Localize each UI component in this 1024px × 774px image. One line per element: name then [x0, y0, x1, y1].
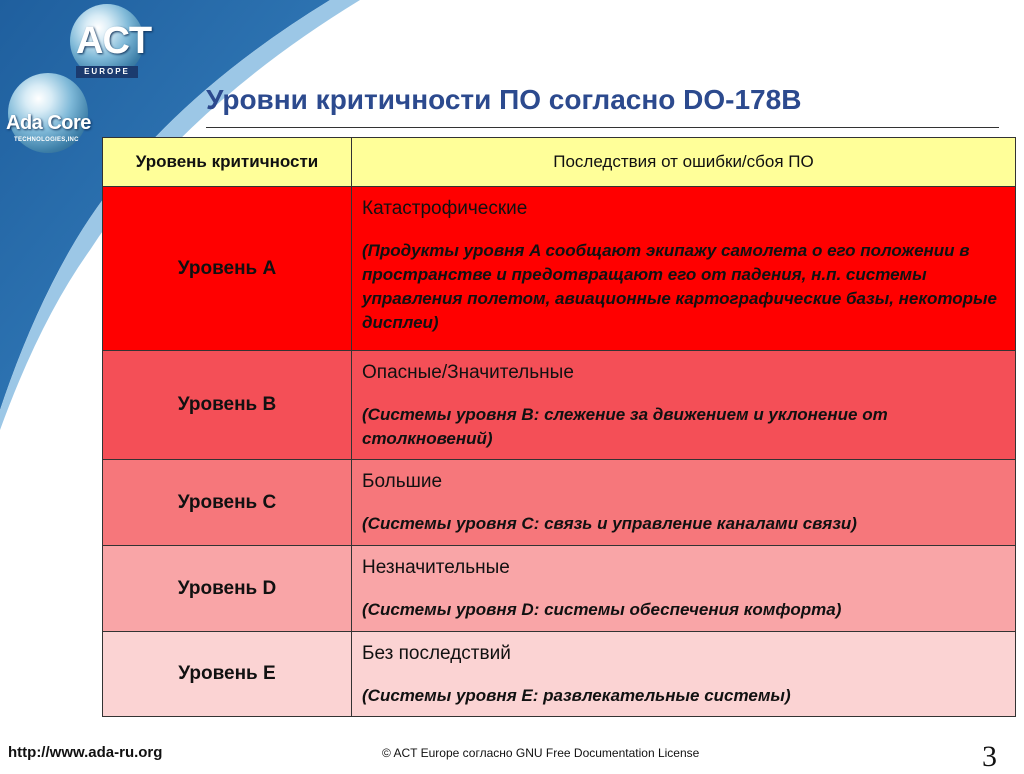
level-cell: Уровень C	[103, 460, 352, 546]
page-number: 3	[982, 740, 997, 773]
act-europe-label: EUROPE	[76, 66, 138, 78]
header-level: Уровень критичности	[103, 138, 352, 187]
consequence-category: Катастрофические	[362, 198, 528, 219]
consequence-note: (Системы уровня E: развлекательные системы)	[362, 686, 791, 705]
table-row-level-c	[103, 460, 1016, 546]
table-row-level-e	[103, 632, 1016, 717]
level-cell: Уровень A	[103, 187, 352, 351]
consequence-cell	[352, 187, 1016, 351]
consequence-category: Незначительные	[362, 557, 510, 578]
header-consequences: Последствия от ошибки/сбоя ПО	[352, 138, 1016, 187]
consequence-category: Без последствий	[362, 643, 511, 664]
footer-license: © ACT Europe согласно GNU Free Documentation License	[382, 746, 700, 760]
table-row-level-d	[103, 546, 1016, 632]
consequence-note: (Системы уровня D: системы обеспечения комфорта)	[362, 600, 842, 619]
consequence-cell	[352, 351, 1016, 460]
table-row-level-b	[103, 351, 1016, 460]
consequence-note: (Продукты уровня A сообщают экипажу самолета о его положении в пространстве и предотвращают его от падения, н.п. системы управления полетом, авиационные картографические базы, некоторые дисплеи)	[362, 241, 998, 332]
consequence-category: Большие	[362, 471, 443, 492]
title-underline	[206, 127, 999, 128]
table-row-level-a	[103, 187, 1016, 351]
table-header-row	[103, 138, 1016, 187]
level-cell: Уровень E	[103, 632, 352, 717]
slide-title: Уровни критичности ПО согласно DO-178B	[206, 84, 802, 115]
consequence-category: Опасные/Значительные	[362, 362, 574, 383]
consequence-cell	[352, 632, 1016, 717]
act-logo: ACT	[76, 20, 152, 62]
consequence-note: (Системы уровня C: связь и управление каналами связи)	[362, 514, 857, 533]
adacore-logo: Ada Core	[6, 112, 91, 134]
adacore-tech-label: TECHNOLOGIES,INC	[14, 137, 79, 143]
footer-url-link[interactable]: http://www.ada-ru.org	[8, 744, 163, 761]
level-cell: Уровень D	[103, 546, 352, 632]
level-cell: Уровень B	[103, 351, 352, 460]
consequence-note: (Системы уровня B: слежение за движением и уклонение от столкновений)	[362, 405, 888, 448]
consequence-cell	[352, 546, 1016, 632]
criticality-table	[102, 137, 1016, 717]
consequence-cell	[352, 460, 1016, 546]
